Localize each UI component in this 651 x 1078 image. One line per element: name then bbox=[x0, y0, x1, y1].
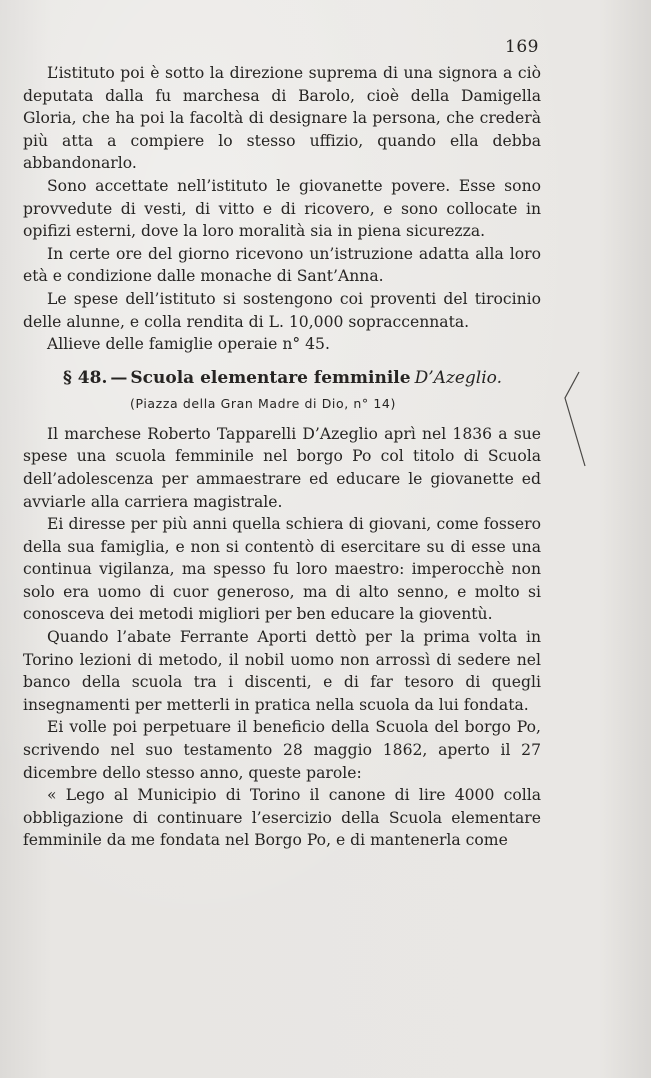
section-heading bbox=[23, 365, 541, 391]
section-address: (Piazza della Gran Madre di Dio, n° 14) bbox=[130, 395, 396, 411]
paragraph-accepted-girls: Sono accettate nell’istituto le giovanette povere. Esse sono provvedute di vesti, di vitto e di ricovero, e sono collocate in opifizi esterni, dove la loro moralità sia in piena sicurezza. bbox=[23, 176, 541, 241]
page-body bbox=[23, 62, 541, 852]
paragraph-expenses: Le spese dell’istituto si sostengono coi proventi del tirocinio delle alunne, e colla rendita di L. 10,000 sopraccennata. bbox=[23, 289, 541, 331]
section-title: Scuola elementare femminile bbox=[130, 367, 411, 388]
paragraph-bequest-quote: « Lego al Municipio di Torino il canone di lire 4000 colla obbligazione di continuare l’esercizio della Scuola elementare femminile da me fondata nel Borgo Po, e di mantenerla come bbox=[23, 786, 541, 850]
section-number: § 48. bbox=[63, 367, 108, 388]
section-dash: — bbox=[110, 367, 128, 388]
paragraph-instruction: In certe ore del giorno ricevono un’istruzione adatta alla loro età e condizione dalle monache di Sant’Anna. bbox=[23, 244, 541, 286]
paragraph-institute-direction: L’istituto poi è sotto la direzione suprema di una signora a ciò deputata dalla fu marchesa di Barolo, cioè della Damigella Gloria, che ha poi la facoltà di designare la persona, che crederà più atta a compiere lo stesso uffizio, quando ella debba abbandonarlo. bbox=[23, 64, 541, 173]
paragraph-pupil-count: Allieve delle famiglie operaie n° 45. bbox=[47, 335, 330, 354]
paragraph-aporti: Quando l’abate Ferrante Aporti dettò per la prima volta in Torino lezioni di metodo, il nobil uomo non arrossì di sedere nel banco della scuola tra i discenti, e di far tesoro di quegli insegnamenti per metterli in pratica nella scuola da lui fondata. bbox=[23, 628, 541, 714]
section-town: D’Azeglio. bbox=[414, 367, 503, 388]
paragraph-testament: Ei volle poi perpetuare il beneficio della Scuola del borgo Po, scrivendo nel suo testamento 28 maggio 1862, aperto il 27 dicembre dello stesso anno, queste parole: bbox=[23, 718, 541, 782]
paragraph-founding: Il marchese Roberto Tapparelli D’Azeglio aprì nel 1836 a sue spese una scuola femminile nel borgo Po col titolo di Scuola dell’adolescenza per ammaestrare ed educare le giovanette ed avviarle alla carriera magistrale. bbox=[23, 424, 541, 511]
paragraph-direction: Ei diresse per più anni quella schiera di giovani, come fossero della sua famiglia, e non si contentò di esercitare su di esse una continua vigilanza, ma spesso fu loro maestro: imperocchè non solo era uomo di cuor generoso, ma di alto senno, e molto si conosceva dei metodi migliori per ben educare la gioventù. bbox=[23, 515, 541, 624]
margin-pencil-mark bbox=[559, 370, 589, 470]
page-number: 169 bbox=[505, 37, 539, 57]
